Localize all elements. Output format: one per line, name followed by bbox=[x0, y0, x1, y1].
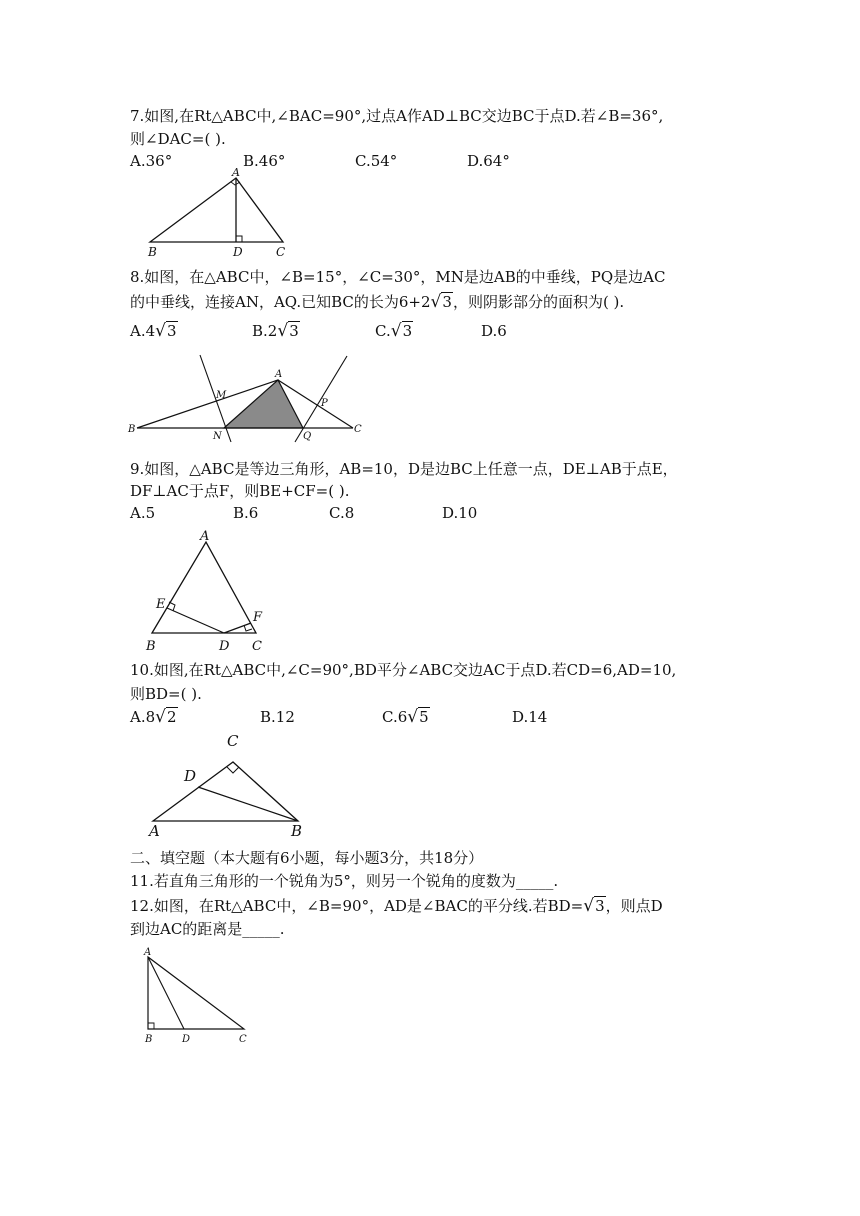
q8-label-n: N bbox=[213, 431, 222, 442]
q9-option-b: B.6 bbox=[233, 504, 259, 522]
q9-figure bbox=[140, 528, 270, 653]
q11-text: 11.若直角三角形的一个锐角为5°，则另一个锐角的度数为_____. bbox=[130, 872, 559, 890]
q10-option-d: D.14 bbox=[512, 708, 548, 726]
q8-label-m: M bbox=[216, 390, 227, 401]
q9-triangle bbox=[152, 542, 256, 633]
q10-label-a: A bbox=[149, 822, 160, 840]
q9-line1: 9.如图，△ABC是等边三角形，AB=10，D是边BC上任意一点，DE⊥AB于点E， bbox=[130, 460, 678, 478]
q9-right-angle-f bbox=[244, 625, 252, 631]
q8-option-c: C.√3 bbox=[375, 321, 413, 341]
q12-bisector-ad bbox=[148, 957, 184, 1029]
q10-line1: 10.如图,在Rt△ABC中,∠C=90°,BD平分∠ABC交边AC于点D.若CD=6,AD=10, bbox=[130, 661, 677, 679]
q10-label-c: C bbox=[227, 732, 239, 750]
q7-option-c: C.54° bbox=[355, 152, 398, 170]
q12-sqrt: √3 bbox=[583, 896, 605, 916]
q12-label-b: B bbox=[145, 1034, 153, 1045]
q8-label-b: B bbox=[128, 424, 136, 435]
q9-segment-df bbox=[224, 623, 251, 633]
q12-line1: 12.如图，在Rt△ABC中，∠B=90°，AD是∠BAC的平分线.若BD=√3，则点D bbox=[130, 896, 663, 916]
q7-option-a: A.36° bbox=[130, 152, 173, 170]
q8-line1: 8.如图，在△ABC中，∠B=15°，∠C=30°，MN是边AB的中垂线，PQ是边AC bbox=[130, 268, 666, 286]
q9-label-a: A bbox=[200, 529, 210, 544]
q9-label-f: F bbox=[253, 610, 263, 625]
q12-label-c: C bbox=[239, 1034, 247, 1045]
q10-right-angle-c bbox=[227, 767, 239, 773]
q8-label-p: P bbox=[321, 398, 328, 409]
q7-label-b: B bbox=[148, 245, 157, 259]
q8-line2-sqrt: √3 bbox=[430, 292, 452, 312]
q10-bisector-bd bbox=[198, 787, 298, 821]
q7-figure bbox=[140, 168, 300, 263]
q8-label-a: A bbox=[275, 369, 283, 380]
q7-label-a: A bbox=[232, 166, 240, 179]
q10-label-d: D bbox=[184, 767, 197, 785]
q9-option-a: A.5 bbox=[130, 504, 156, 522]
q8-label-q: Q bbox=[303, 431, 312, 442]
q8-figure bbox=[125, 350, 370, 442]
q8-line2-pre: 的中垂线，连接AN，AQ.已知BC的长为6+2 bbox=[130, 293, 431, 311]
q8-option-b: B.2√3 bbox=[252, 321, 299, 341]
q7-triangle bbox=[150, 178, 283, 242]
q8-shaded-triangle-anq bbox=[224, 380, 303, 428]
q10-line2: 则BD=( ). bbox=[130, 685, 202, 703]
q9-label-e: E bbox=[156, 597, 166, 612]
q10-figure bbox=[135, 730, 315, 840]
q8-line2-post: ，则阴影部分的面积为( ). bbox=[452, 293, 625, 311]
q9-label-d: D bbox=[219, 639, 230, 654]
q8-line2 bbox=[130, 292, 624, 312]
q9-line2: DF⊥AC于点F，则BE+CF=( ). bbox=[130, 482, 350, 500]
q12-label-d: D bbox=[182, 1034, 191, 1045]
q7-label-d: D bbox=[233, 245, 243, 259]
q7-line1: 7.如图,在Rt△ABC中,∠BAC=90°,过点A作AD⊥BC交边BC于点D.若∠B=36°, bbox=[130, 107, 664, 125]
q10-label-b: B bbox=[291, 822, 303, 840]
q12-triangle bbox=[148, 957, 244, 1029]
q10-triangle bbox=[153, 762, 298, 821]
q10-option-c: C.6√5 bbox=[382, 707, 429, 727]
q7-option-b: B.46° bbox=[243, 152, 286, 170]
q10-option-a: A.8√2 bbox=[130, 707, 177, 727]
q8-option-d: D.6 bbox=[481, 322, 507, 340]
q12-label-a: A bbox=[144, 947, 152, 958]
q10-option-b: B.12 bbox=[260, 708, 295, 726]
q9-option-c: C.8 bbox=[329, 504, 355, 522]
q7-label-c: C bbox=[276, 245, 286, 259]
q7-line2: 则∠DAC=( ). bbox=[130, 130, 226, 148]
q9-segment-de bbox=[167, 608, 224, 633]
q8-option-a: A.4√3 bbox=[130, 321, 177, 341]
q9-label-b: B bbox=[146, 639, 156, 654]
q12-figure bbox=[138, 945, 258, 1045]
q9-label-c: C bbox=[252, 639, 262, 654]
q7-right-angle-mark bbox=[236, 236, 242, 242]
q9-option-d: D.10 bbox=[442, 504, 478, 522]
section-2-heading: 二、填空题（本大题有6小题，每小题3分，共18分） bbox=[130, 849, 484, 867]
q12-line2: 到边AC的距离是_____. bbox=[130, 920, 285, 938]
q12-right-angle-b bbox=[148, 1023, 154, 1029]
q8-label-c: C bbox=[354, 424, 362, 435]
q7-option-d: D.64° bbox=[467, 152, 510, 170]
